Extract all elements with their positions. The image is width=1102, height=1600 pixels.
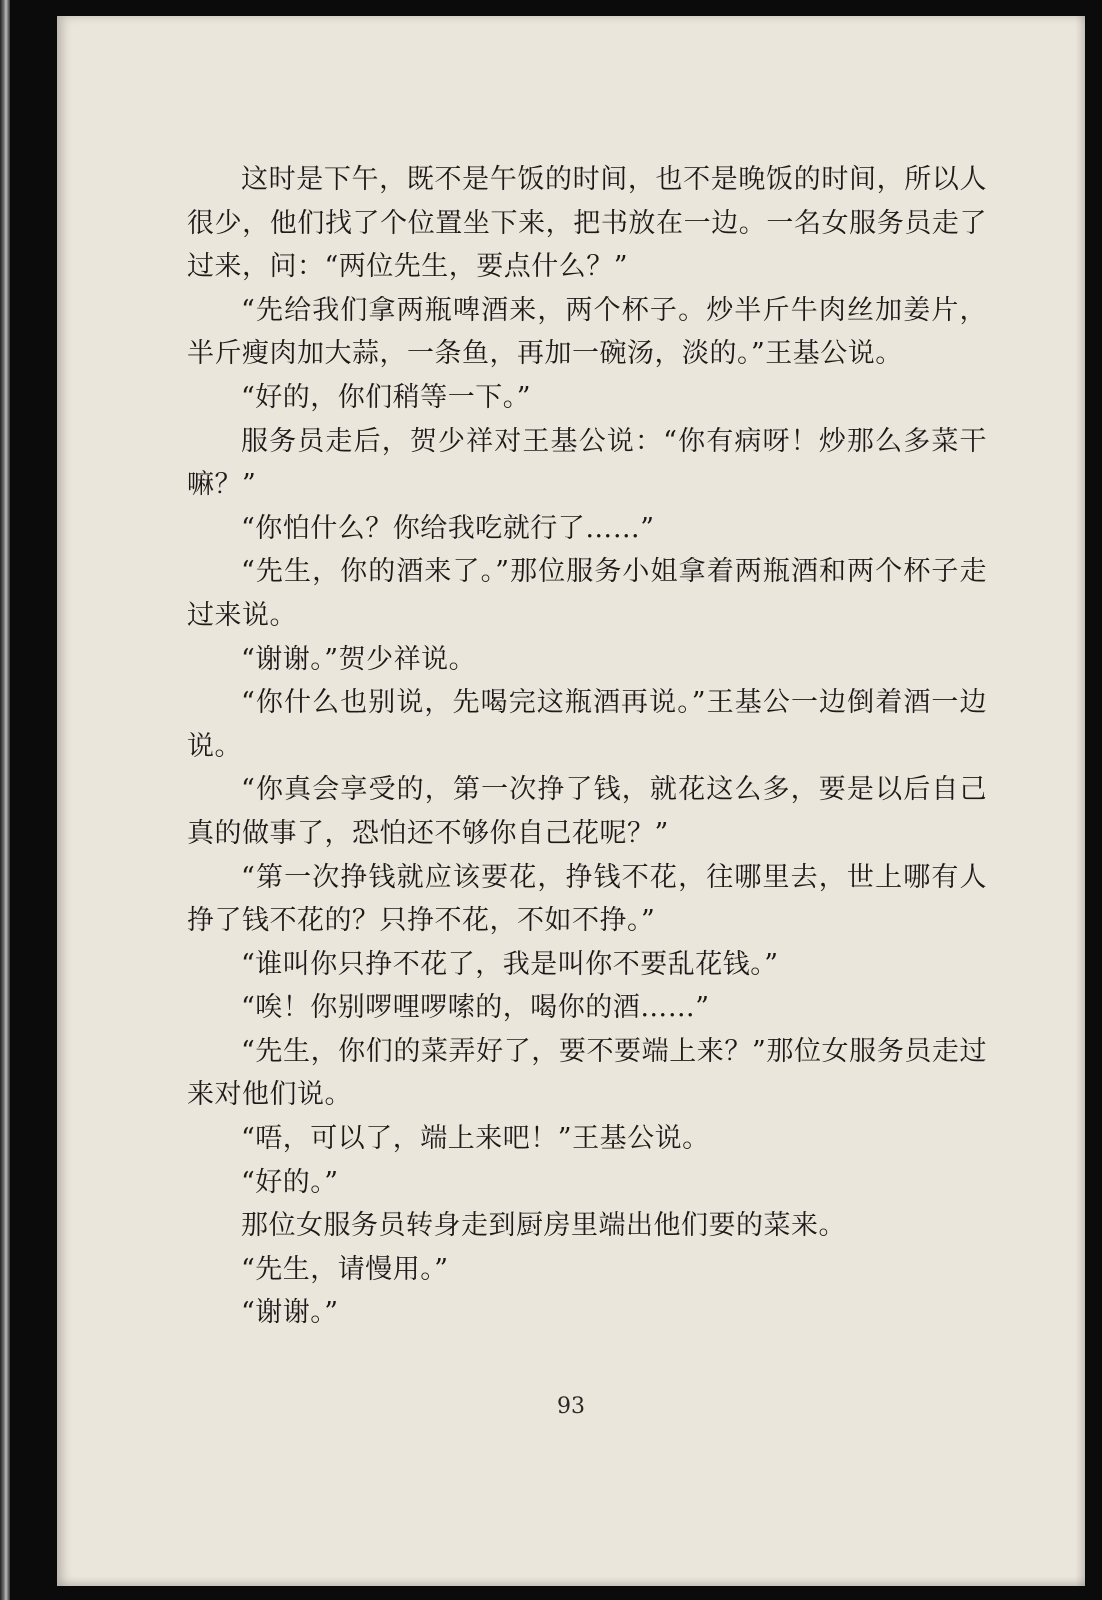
paragraph: 那位女服务员转身走到厨房里端出他们要的菜来。 (241, 1210, 846, 1242)
paragraph: “你什么也别说，先喝完这瓶酒再说。”王基公一边倒着酒一边说。 (187, 687, 987, 762)
text-body (187, 158, 987, 1335)
paragraph: “唉！你别啰哩啰嗦的，喝你的酒……” (241, 992, 710, 1024)
paragraph: “谢谢。”贺少祥说。 (241, 643, 477, 675)
paragraph: “先生，请慢用。” (241, 1253, 449, 1285)
paragraph: “唔，可以了，端上来吧！”王基公说。 (241, 1123, 710, 1155)
paragraph: “第一次挣钱就应该要花，挣钱不花，往哪里去，世上哪有人挣了钱不花的？只挣不花，不如不挣。” (187, 861, 987, 937)
page-number: 93 (557, 1394, 585, 1419)
paragraph: “你真会享受的，第一次挣了钱，就花这么多，要是以后自己真的做事了，恐怕还不够你自己花呢？” (187, 774, 987, 849)
paragraph: “先生，你们的菜弄好了，要不要端上来？”那位女服务员走过来对他们说。 (187, 1035, 987, 1111)
paragraph: “先生，你的酒来了。”那位服务小姐拿着两瓶酒和两个杯子走过来说。 (187, 556, 987, 631)
paragraph: “好的，你们稍等一下。” (241, 381, 532, 413)
paragraph: “谢谢。” (241, 1297, 339, 1329)
paragraph: “先给我们拿两瓶啤酒来，两个杯子。炒半斤牛肉丝加姜片，半斤瘦肉加大蒜，一条鱼，再加一碗汤，淡的。”王基公说。 (187, 294, 987, 370)
paragraph: “你怕什么？你给我吃就行了……” (241, 512, 655, 544)
paragraph: “谁叫你只挣不花了，我是叫你不要乱花钱。” (241, 948, 779, 980)
book-page (57, 16, 1085, 1586)
paragraph: 服务员走后，贺少祥对王基公说：“你有病呀！炒那么多菜干嘛？” (187, 425, 987, 501)
scan-left-edge (0, 0, 10, 1600)
paragraph: “好的。” (241, 1166, 339, 1198)
paragraph: 这时是下午，既不是午饭的时间，也不是晚饭的时间，所以人很少，他们找了个位置坐下来，把书放在一边。一名女服务员走了过来，问：“两位先生，要点什么？” (187, 164, 987, 283)
